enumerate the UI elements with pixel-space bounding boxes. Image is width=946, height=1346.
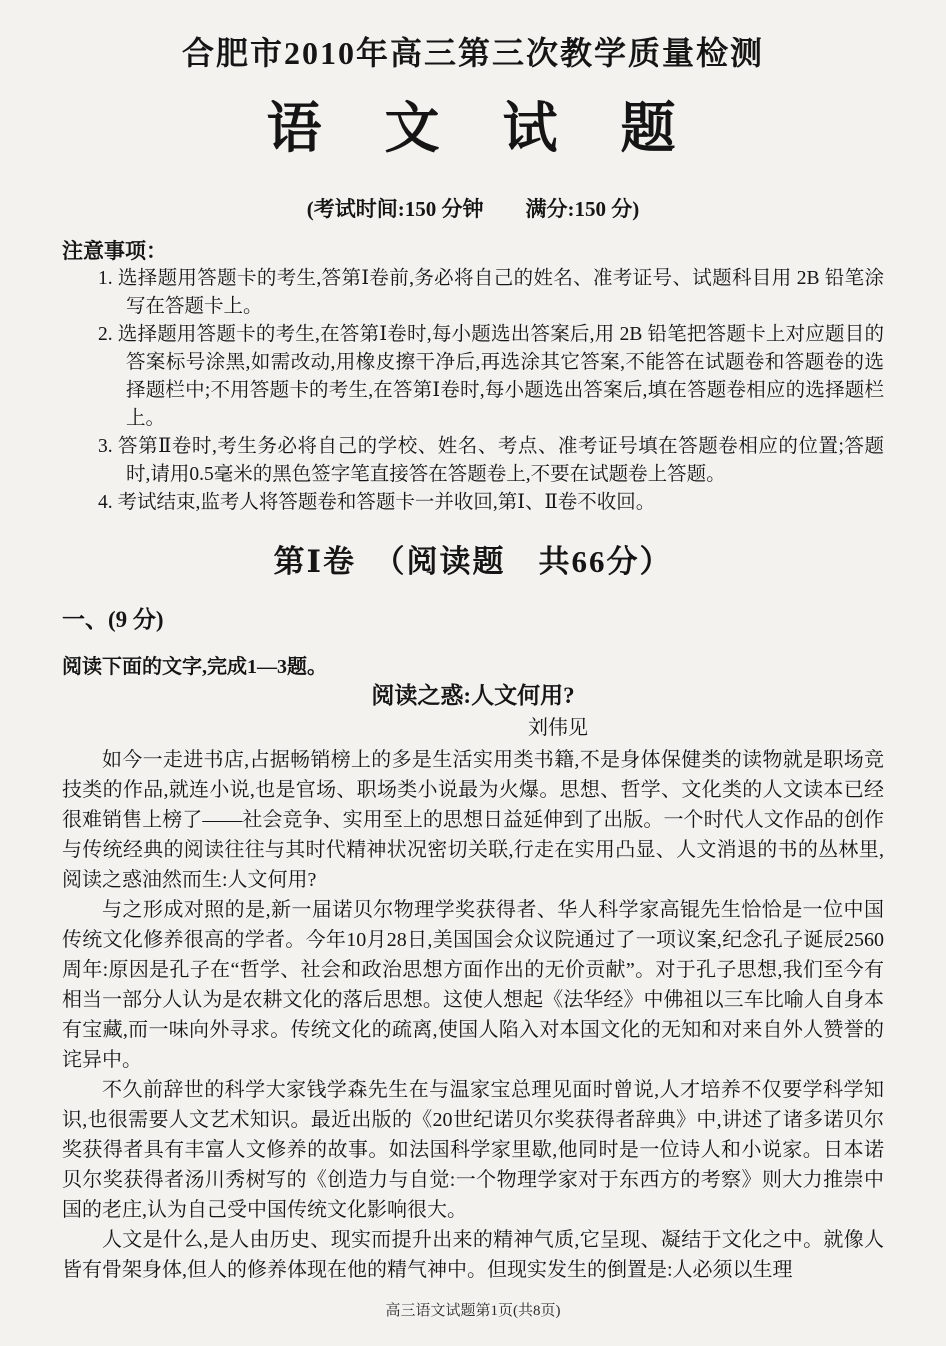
section-1-title: 第Ⅰ卷 （阅读题 共66分） [273,543,673,579]
note-item-1: 1. 选择题用答题卡的考生,答第Ⅰ卷前,务必将自己的姓名、准考证号、试题科目用 2B 铅笔涂写在答题卡上。 [98,267,884,317]
essay-title: 阅读之惑:人文何用? [371,682,575,708]
note-item-2: 2. 选择题用答题卡的考生,在答第Ⅰ卷时,每小题选出答案后,用 2B 铅笔把答题卡上对应题目的答案标号涂黑,如需改动,用橡皮擦干净后,再选涂其它答案,不能答在试题卷和答题卷的选择题栏中;不用答题卡的考生,在答第Ⅰ卷时,每小题选出答案后,填在答题卷相应的选择题栏上。 [98,323,884,429]
essay-paragraph-1: 如今一走进书店,占据畅销榜上的多是生活实用类书籍,不是身体保健类的读物就是职场竞技类的作品,就连小说,也是官场、职场类小说最为火爆。思想、哲学、文化类的人文读本已经很难销售上榜了——社会竞争、实用至上的思想日益延伸到了出版。一个时代人文作品的创作与传统经典的阅读往往与其时代精神状况密切关联,行走在实用凸显、人文消退的书的丛林里,阅读之惑油然而生:人文何用? [62,749,884,892]
part-one-heading: 一、(9 分) [62,607,164,633]
exam-subject-title: 语 文 试 题 [266,98,680,160]
exam-header-title: 合肥市2010年高三第三次教学质量检测 [181,35,764,71]
page-number-footer: 高三语文试题第1页(共8页) [385,1303,561,1319]
reading-instruction: 阅读下面的文字,完成1—3题。 [62,655,327,678]
essay-body [62,745,884,1285]
notes-heading: 注意事项： [62,238,167,263]
essay-author: 刘伟见 [528,717,588,740]
essay-paragraph-2: 与之形成对照的是,新一届诺贝尔物理学奖获得者、华人科学家高锟先生恰恰是一位中国传统文化修养很高的学者。今年10月28日,美国国会众议院通过了一项议案,纪念孔子诞辰2560周年:原因是孔子在“哲学、社会和政治思想方面作出的无价贡献”。对于孔子思想,我们至今有相当一部分人认为是农耕文化的落后思想。这使人想起《法华经》中佛祖以三车比喻人自身本有宝藏,而一味向外寻求。传统文化的疏离,使国人陷入对本国文化的无知和对来自外人赞誉的诧异中。 [62,899,884,1072]
note-item-3: 3. 答第Ⅱ卷时,考生务必将自己的学校、姓名、考点、准考证号填在答题卷相应的位置;答题时,请用0.5毫米的黑色签字笔直接答在答题卷上,不要在试题卷上答题。 [98,435,884,485]
notes-section [62,238,884,517]
note-item-4: 4. 考试结束,监考人将答题卷和答题卡一并收回,第Ⅰ、Ⅱ卷不收回。 [98,491,656,513]
exam-time-score-info: (考试时间:150 分钟 满分:150 分) [306,197,640,222]
essay-paragraph-3: 不久前辞世的科学大家钱学森先生在与温家宝总理见面时曾说,人才培养不仅要学科学知识,也很需要人文艺术知识。最近出版的《20世纪诺贝尔奖获得者辞典》中,讲述了诸多诺贝尔奖获得者具有丰富人文修养的故事。如法国科学家里歇,他同时是一位诗人和小说家。日本诺贝尔奖获得者汤川秀树写的《创造力与自觉:一个物理学家对于东西方的考察》则大力推崇中国的老庄,认为自己受中国传统文化影响很大。 [62,1079,884,1222]
essay-paragraph-4: 人文是什么,是人由历史、现实而提升出来的精神气质,它呈现、凝结于文化之中。就像人皆有骨架身体,但人的修养体现在他的精气神中。但现实发生的倒置是:人必须以生理 [62,1229,884,1282]
